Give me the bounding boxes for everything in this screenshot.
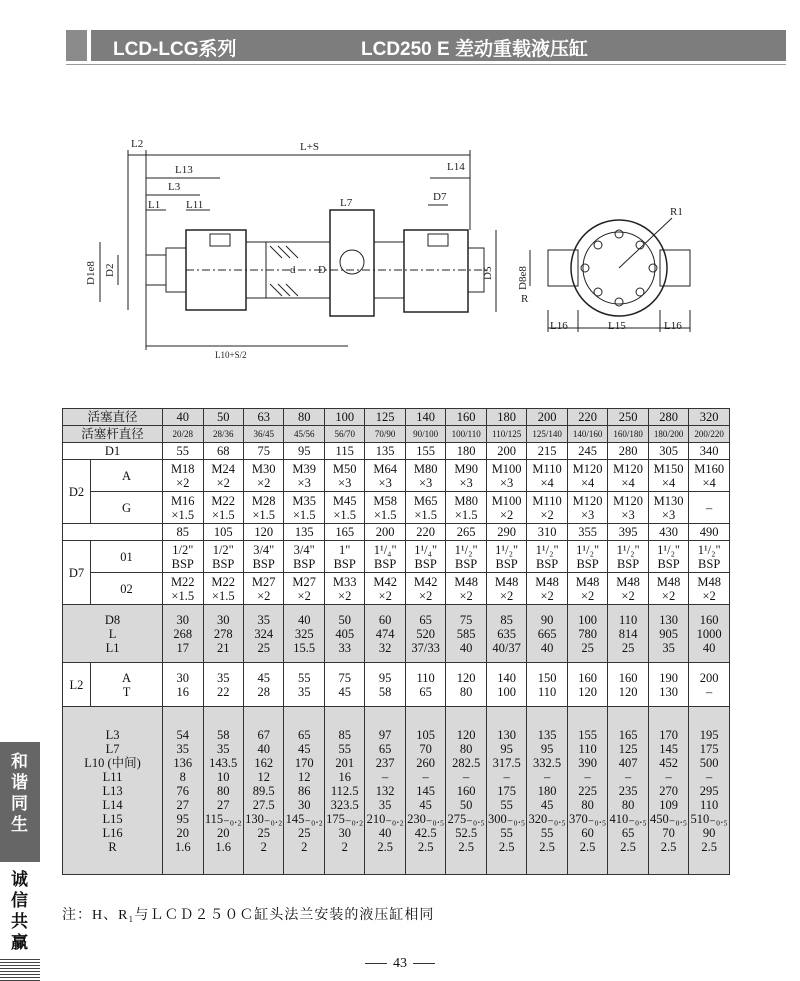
series-name: LCD-LCG系列 [113, 39, 237, 60]
table-cell: 1/2" BSP [163, 541, 203, 573]
table-cell: 30 16 [163, 663, 203, 707]
table-cell: 105 [203, 524, 243, 541]
row-d2-a [63, 460, 730, 492]
table-cell: 305 [648, 443, 688, 460]
table-cell: 215 [527, 443, 567, 460]
dim-label-l11: L11 [186, 199, 204, 211]
table-cell: 180 [486, 409, 526, 426]
table-cell: – [689, 492, 730, 524]
dim-label-l16-left: L16 [550, 320, 568, 332]
table-cell: 120 80 282.5 – 160 50 275₋₀.₅ 52.5 2.5 [446, 707, 486, 875]
table-cell: 80 [284, 409, 324, 426]
spec-table [62, 408, 730, 875]
table-cell: 1¹/₂" BSP [486, 541, 526, 573]
table-cell: 45 28 [243, 663, 283, 707]
table-cell: M65 ×1.5 [405, 492, 445, 524]
table-cell: 95 58 [365, 663, 405, 707]
row-l2-group [63, 663, 730, 707]
table-cell: M150 ×4 [648, 460, 688, 492]
table-cell: 95 [284, 443, 324, 460]
table-cell: 75 [243, 443, 283, 460]
table-cell: 355 [567, 524, 607, 541]
row-label: 活塞直径 [63, 409, 163, 426]
table-cell: M45 ×1.5 [324, 492, 364, 524]
table-cell: M48 ×2 [567, 573, 607, 605]
table-cell: 85 55 201 16 112.5 323.5 175₋₀.₂ 30 2 [324, 707, 364, 875]
table-cell: 35 22 [203, 663, 243, 707]
side-slogan-bottom: 诚信共赢 [7, 870, 27, 954]
table-cell: 150 110 [527, 663, 567, 707]
table-cell: M130 ×3 [648, 492, 688, 524]
row-d7-02 [63, 573, 730, 605]
table-cell: M16 ×1.5 [163, 492, 203, 524]
table-cell: 28/36 [203, 426, 243, 443]
header-bar [91, 30, 786, 61]
table-cell: M48 ×2 [446, 573, 486, 605]
table-cell: 190 130 [648, 663, 688, 707]
table-cell: 130 95 317.5 – 175 55 300₋₀.₅ 55 2.5 [486, 707, 526, 875]
table-cell: 180/200 [648, 426, 688, 443]
table-cell: 56/70 [324, 426, 364, 443]
table-cell: 100 780 25 [567, 605, 607, 663]
dim-label-ls: L+S [300, 141, 320, 153]
table-cell: 1¹/₂" BSP [527, 541, 567, 573]
table-cell: M39 ×3 [284, 460, 324, 492]
table-cell: 35 324 25 [243, 605, 283, 663]
table-cell: M160 ×4 [689, 460, 730, 492]
table-cell: M120 ×3 [608, 492, 648, 524]
table-cell: 30 268 17 [163, 605, 203, 663]
row-sublabel: 01 [91, 541, 163, 573]
dim-label-l13: L13 [175, 164, 193, 176]
table-cell: 67 40 162 12 89.5 27.5 130₋₀.₂ 25 2 [243, 707, 283, 875]
table-cell: 110 65 [405, 663, 445, 707]
row-sublabel: 02 [91, 573, 163, 605]
row-d8-group [63, 605, 730, 663]
table-cell: M24 ×2 [203, 460, 243, 492]
dim-label-l7: L7 [340, 197, 353, 209]
table-cell: 245 [567, 443, 607, 460]
table-cell: 135 [365, 443, 405, 460]
dim-label-l1: L1 [148, 199, 161, 211]
table-cell: 75 45 [324, 663, 364, 707]
table-cell: M58 ×1.5 [365, 492, 405, 524]
table-cell: 340 [689, 443, 730, 460]
table-cell: M120 ×4 [567, 460, 607, 492]
table-cell: 3/4" BSP [284, 541, 324, 573]
table-cell: 65 520 37/33 [405, 605, 445, 663]
table-cell: M18 ×2 [163, 460, 203, 492]
table-cell: M90 ×3 [446, 460, 486, 492]
side-slogan-top: 和谐同生 [7, 752, 27, 836]
dim-label-l10: L10+S/2 [215, 350, 247, 360]
table-cell: 320 [689, 409, 730, 426]
table-cell: 220 [405, 524, 445, 541]
table-cell: 200 [365, 524, 405, 541]
table-cell: M48 ×2 [486, 573, 526, 605]
table-cell: 395 [608, 524, 648, 541]
table-cell: 220 [567, 409, 607, 426]
table-cell: 130 905 35 [648, 605, 688, 663]
table-cell: 160/180 [608, 426, 648, 443]
table-cell: M80 ×3 [405, 460, 445, 492]
table-cell: 65 45 170 12 86 30 145₋₀.₂ 25 2 [284, 707, 324, 875]
page-number-rule [365, 963, 387, 964]
dim-label-l14: L14 [447, 161, 465, 173]
dim-label-d2: D2 [104, 263, 116, 277]
table-cell: M35 ×1.5 [284, 492, 324, 524]
table-cell: 160 1000 40 [689, 605, 730, 663]
table-cell: M22 ×1.5 [163, 573, 203, 605]
table-cell: 50 [203, 409, 243, 426]
table-cell: 430 [648, 524, 688, 541]
table-cell: M100 ×3 [486, 460, 526, 492]
dim-label-d1e8: D1e8 [85, 261, 97, 285]
side-banner [0, 742, 40, 981]
row-sublabel: A T [91, 663, 163, 707]
table-cell: 1" BSP [324, 541, 364, 573]
table-cell: 200 [527, 409, 567, 426]
table-cell: M28 ×1.5 [243, 492, 283, 524]
table-cell: 55 35 [284, 663, 324, 707]
dim-label-l15: L15 [608, 320, 626, 332]
table-cell: 90/100 [405, 426, 445, 443]
table-cell: M22 ×1.5 [203, 573, 243, 605]
table-cell: 155 [405, 443, 445, 460]
table-cell: 45/56 [284, 426, 324, 443]
row-d2-g [63, 492, 730, 524]
table-cell: M110 ×2 [527, 492, 567, 524]
row-label: 活塞杆直径 [63, 426, 163, 443]
side-stripes [0, 959, 40, 981]
dim-label-d8e8: D8e8 [517, 266, 529, 290]
table-cell: 36/45 [243, 426, 283, 443]
table-cell: 68 [203, 443, 243, 460]
table-cell: 200 – [689, 663, 730, 707]
page-header [66, 28, 786, 61]
table-cell: 490 [689, 524, 730, 541]
row-sublabel: G [91, 492, 163, 524]
row-d1 [63, 443, 730, 460]
table-cell: 85 635 40/37 [486, 605, 526, 663]
dim-label-r1: R1 [670, 206, 683, 218]
table-cell: 290 [486, 524, 526, 541]
table-cell: 160 120 [567, 663, 607, 707]
row-d5 [63, 524, 730, 541]
dim-label-l2: L2 [131, 138, 144, 150]
table-cell: 155 110 390 – 225 80 370₋₀.₅ 60 2.5 [567, 707, 607, 875]
table-cell: 160 [446, 409, 486, 426]
table-cell: 1¹/₂" BSP [689, 541, 730, 573]
table-cell: 125/140 [527, 426, 567, 443]
table-cell: 120 [243, 524, 283, 541]
dim-label-d7: D7 [433, 191, 447, 203]
table-cell: M27 ×2 [284, 573, 324, 605]
table-cell: M48 ×2 [689, 573, 730, 605]
table-cell: 90 665 40 [527, 605, 567, 663]
table-cell: 100 [324, 409, 364, 426]
table-cell: 165 [324, 524, 364, 541]
page-title: LCD250 E 差动重载液压缸 [361, 39, 588, 60]
table-cell: M110 ×4 [527, 460, 567, 492]
table-cell: 1¹/₂" BSP [446, 541, 486, 573]
table-cell: M120 ×4 [608, 460, 648, 492]
row-label: D2 [63, 460, 91, 524]
dim-label-r: R [521, 293, 529, 305]
dim-label-l16-right: L16 [664, 320, 682, 332]
table-cell: M33 ×2 [324, 573, 364, 605]
table-cell: 50 405 33 [324, 605, 364, 663]
table-cell: 20/28 [163, 426, 203, 443]
header-tab [66, 30, 87, 61]
table-cell: 140/160 [567, 426, 607, 443]
dim-label-bore-d: D [318, 264, 326, 276]
table-cell: 170 145 452 – 270 109 450₋₀.₅ 70 2.5 [648, 707, 688, 875]
table-cell: 200/220 [689, 426, 730, 443]
table-cell: 63 [243, 409, 283, 426]
cylinder-drawing-svg [0, 70, 800, 410]
table-cell: M100 ×2 [486, 492, 526, 524]
table-cell: 200 [486, 443, 526, 460]
table-cell: 1¹/₂" BSP [567, 541, 607, 573]
row-label: D7 [63, 541, 91, 605]
table-cell: 100/110 [446, 426, 486, 443]
row-label: L2 [63, 663, 91, 707]
table-cell: M50 ×3 [324, 460, 364, 492]
table-cell: 140 100 [486, 663, 526, 707]
page-number-rule [413, 963, 435, 964]
table-cell: M48 ×2 [648, 573, 688, 605]
table-cell: M42 ×2 [365, 573, 405, 605]
table-cell: 40 [163, 409, 203, 426]
row-rod [63, 426, 730, 443]
table-cell: 250 [608, 409, 648, 426]
table-cell: 54 35 136 8 76 27 95 20 1.6 [163, 707, 203, 875]
table-cell: 70/90 [365, 426, 405, 443]
table-cell: 135 95 332.5 – 180 45 320₋₀.₅ 55 2.5 [527, 707, 567, 875]
table-cell: 115 [324, 443, 364, 460]
table-cell: 85 [163, 524, 203, 541]
table-cell: 195 175 500 – 295 110 510₋₀.₅ 90 2.5 [689, 707, 730, 875]
table-cell: 110 814 25 [608, 605, 648, 663]
table-cell: 180 [446, 443, 486, 460]
table-cell: 97 65 237 – 132 35 210₋₀.₂ 40 2.5 [365, 707, 405, 875]
header-rule [66, 64, 786, 65]
row-sublabel: A [91, 460, 163, 492]
table-cell: 125 [365, 409, 405, 426]
table-cell: M27 ×2 [243, 573, 283, 605]
row-label: D1 [63, 443, 163, 460]
table-cell: 105 70 260 – 145 45 230₋₀.₅ 42.5 2.5 [405, 707, 445, 875]
table-cell: M22 ×1.5 [203, 492, 243, 524]
technical-drawing [0, 70, 800, 410]
table-cell: 1¹/₄" BSP [405, 541, 445, 573]
table-cell: 280 [608, 443, 648, 460]
table-cell: 58 35 143.5 10 80 27 115₋₀.₂ 20 1.6 [203, 707, 243, 875]
table-cell: 165 125 407 – 235 80 410₋₀.₅ 65 2.5 [608, 707, 648, 875]
table-cell: 60 474 32 [365, 605, 405, 663]
table-cell: 310 [527, 524, 567, 541]
row-label: D8 L L1 [63, 605, 163, 663]
table-cell: M48 ×2 [608, 573, 648, 605]
table-cell: 1¹/₂" BSP [608, 541, 648, 573]
dim-label-rod-d: d [290, 264, 296, 276]
table-cell: 120 80 [446, 663, 486, 707]
table-cell: 1/2" BSP [203, 541, 243, 573]
table-cell: 265 [446, 524, 486, 541]
row-l-group [63, 707, 730, 875]
table-cell: 55 [163, 443, 203, 460]
row-d7-01 [63, 541, 730, 573]
table-cell: 75 585 40 [446, 605, 486, 663]
side-banner-dark [0, 742, 40, 862]
table-cell: 140 [405, 409, 445, 426]
table-cell: 280 [648, 409, 688, 426]
dim-label-d5: D5 [482, 266, 494, 280]
table-cell: 110/125 [486, 426, 526, 443]
table-cell: 1¹/₄" BSP [365, 541, 405, 573]
table-cell: 30 278 21 [203, 605, 243, 663]
table-cell: M64 ×3 [365, 460, 405, 492]
table-cell: 160 120 [608, 663, 648, 707]
dim-label-l3: L3 [168, 181, 181, 193]
table-cell: 1¹/₂" BSP [648, 541, 688, 573]
table-cell: M48 ×2 [527, 573, 567, 605]
table-cell: M42 ×2 [405, 573, 445, 605]
table-cell: 40 325 15.5 [284, 605, 324, 663]
row-bore [63, 409, 730, 426]
table-cell: 3/4" BSP [243, 541, 283, 573]
table-cell: M80 ×1.5 [446, 492, 486, 524]
page-number-block [350, 956, 450, 972]
row-label: L3 L7 L10 (中间) L11 L13 L14 L15 L16 R [63, 707, 163, 875]
table-cell: M30 ×2 [243, 460, 283, 492]
page-number: 43 [393, 956, 407, 971]
table-cell: M120 ×3 [567, 492, 607, 524]
footnote: 注：H、R₁与ＬＣＤ２５０Ｃ缸头法兰安装的液压缸相同 [62, 908, 435, 923]
table-cell: 135 [284, 524, 324, 541]
